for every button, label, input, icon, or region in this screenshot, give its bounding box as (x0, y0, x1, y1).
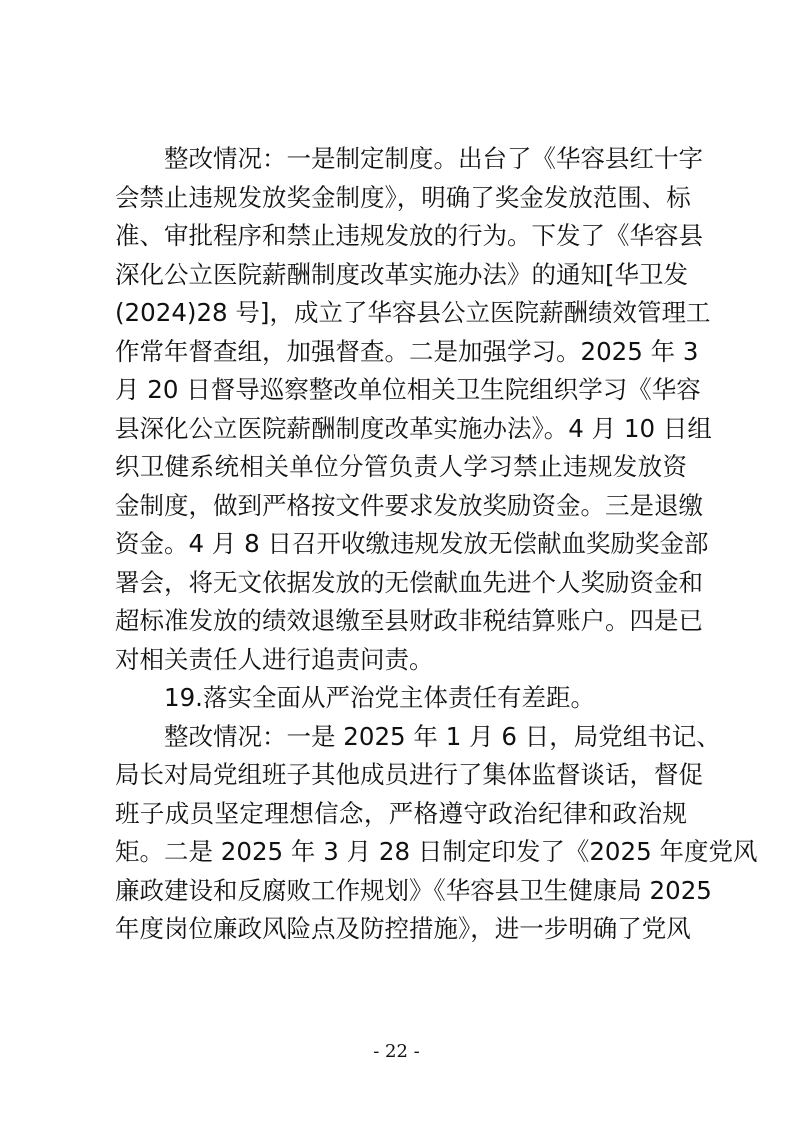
text-line: 整改情况：一是制定制度。出台了《华容县红十字 (164, 144, 703, 173)
text-line: 整改情况：一是 2025 年 1 月 6 日，局党组书记、 (164, 721, 721, 751)
page-number: - 22 - (373, 1041, 420, 1062)
text-line: 准、审批程序和禁止违规发放的行为。下发了《华容县 (115, 221, 703, 250)
text-line: 金制度，做到严格按文件要求发放奖励资金。三是退缴 (115, 490, 703, 520)
text-line: 织卫健系统相关单位分管负责人学习禁止违规发放资 (115, 452, 687, 481)
section-heading: 19.落实全面从严治党主体责任有差距。 (164, 683, 595, 712)
text-line: 班子成员坚定理想信念，严格遵守政治纪律和政治规 (115, 798, 687, 828)
text-line: 县深化公立医院薪酬制度改革实施办法》。4 月 10 日组 (115, 413, 712, 443)
text-line: (2024)28 号]，成立了华容县公立医院薪酬绩效管理工 (115, 298, 711, 327)
text-line: 廉政建设和反腐败工作规划》《华容县卫生健康局 2025 (115, 875, 712, 905)
text-line: 署会，将无文依据发放的无偿献血先进个人奖励资金和 (115, 567, 703, 597)
text-line: 局长对局党组班子其他成员进行了集体监督谈话，督促 (115, 760, 703, 789)
text-line: 对相关责任人进行追责问责。 (115, 644, 434, 674)
text-line: 会禁止违规发放奖金制度》，明确了奖金发放范围、标 (115, 182, 691, 212)
text-line: 矩。二是 2025 年 3 月 28 日制定印发了《2025 年度党风 (115, 837, 758, 866)
text-line: 深化公立医院薪酬制度改革实施办法》的通知[华卫发 (115, 259, 689, 289)
text-line: 月 20 日督导巡察整改单位相关卫生院组织学习《华容 (115, 375, 701, 404)
text-line: 超标准发放的绩效退缴至县财政非税结算账户。四是已 (115, 606, 703, 635)
body-text (115, 140, 758, 949)
text-line: 作常年督查组，加强督查。二是加强学习。2025 年 3 (115, 336, 699, 366)
text-line: 年度岗位廉政风险点及防控措施》，进一步明确了党风 (115, 914, 691, 943)
text-line: 资金。4 月 8 日召开收缴违规发放无偿献血奖励奖金部 (115, 529, 709, 558)
